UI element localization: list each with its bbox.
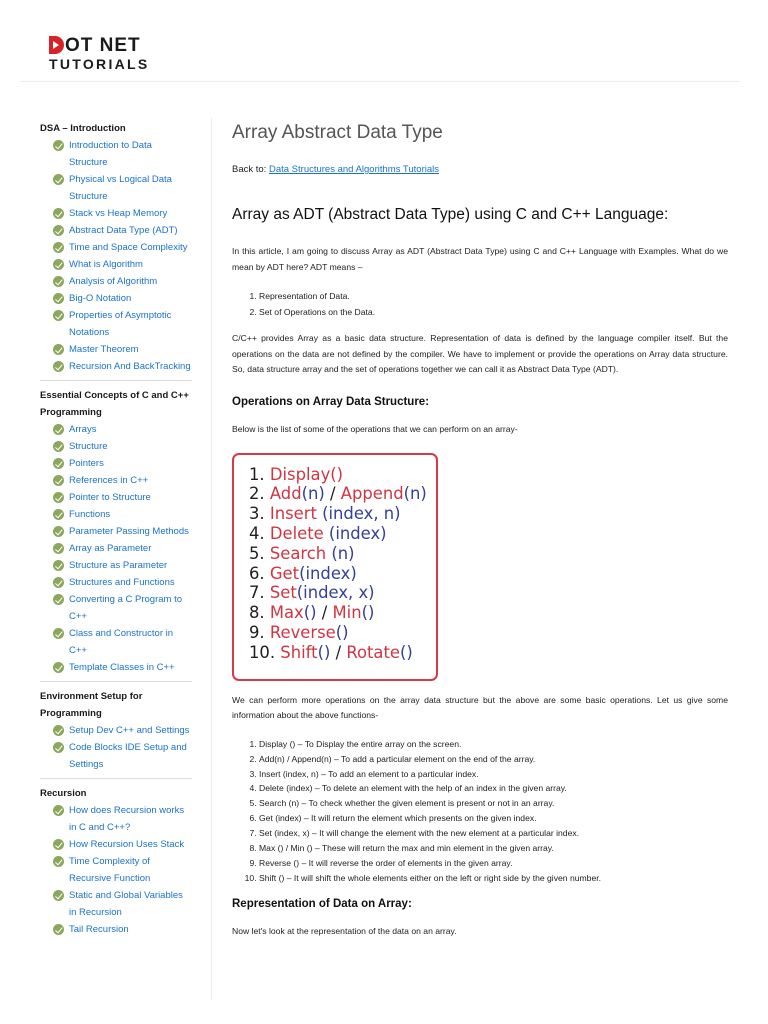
operation-line — [249, 504, 436, 524]
operation-line — [249, 603, 436, 623]
sidebar-item-label: Master Theorem — [69, 344, 139, 355]
sidebar-item[interactable] — [40, 557, 192, 574]
check-circle-icon — [53, 509, 64, 520]
breadcrumb — [232, 163, 728, 177]
check-circle-icon — [53, 924, 64, 935]
check-circle-icon — [53, 140, 64, 151]
sidebar-item[interactable] — [40, 290, 192, 307]
sidebar-item-label: Tail Recursion — [69, 924, 129, 935]
sidebar-item[interactable] — [40, 540, 192, 557]
adt-list-item: 2. Set of Operations on the Data. — [259, 305, 728, 321]
operation-number: 8. — [249, 603, 265, 623]
sidebar-divider — [211, 118, 212, 1000]
function-list-item: 3. Insert (index, n) – To add an element to a particular index. — [259, 767, 728, 782]
operation-text: Insert — [269, 504, 317, 524]
sidebar-item-label: What is Algorithm — [69, 259, 143, 270]
sidebar-item[interactable] — [40, 222, 192, 239]
check-circle-icon — [53, 310, 64, 321]
sidebar-item[interactable] — [40, 137, 192, 171]
operation-text: Display() — [269, 464, 344, 484]
operations-intro: Below is the list of some of the operations that we can perform on an array- — [232, 423, 518, 434]
operations-paragraph: We can perform more operations on the array data structure but the above are some basic operations. Let us give some information about the above functions- — [232, 694, 728, 721]
operation-line — [249, 484, 436, 504]
sidebar-item-label: Time and Space Complexity — [69, 242, 188, 253]
operation-number: 1. — [249, 464, 265, 484]
sidebar-section — [40, 688, 192, 779]
functions-list — [259, 737, 728, 886]
operation-line — [249, 583, 436, 603]
sidebar-item[interactable] — [40, 438, 192, 455]
sidebar-item-label: Setup Dev C++ and Settings — [69, 725, 190, 736]
sidebar-item-label: Analysis of Algorithm — [69, 276, 158, 287]
operation-text: () — [317, 642, 331, 662]
check-circle-icon — [53, 839, 64, 850]
sidebar-section — [40, 785, 192, 943]
function-list-item: 8. Max () / Min () – These will return the max and min element in the given array. — [259, 841, 728, 856]
operation-number: 10. — [249, 642, 276, 662]
sidebar-item-label: How does Recursion works in C and C++? — [69, 805, 185, 833]
operation-line — [249, 623, 436, 643]
sidebar-item[interactable] — [40, 887, 192, 921]
sidebar-item-label: Structure as Parameter — [69, 560, 168, 571]
operation-text: Max — [269, 603, 304, 623]
sidebar-item-label: Time Complexity of Recursive Function — [69, 856, 151, 884]
sidebar-item[interactable] — [40, 802, 192, 836]
operation-text: Delete — [269, 523, 324, 543]
header-divider — [20, 81, 740, 82]
function-list-item: 6. Get (index) – It will return the element which presents on the given index. — [259, 811, 728, 826]
sidebar-item[interactable] — [40, 591, 192, 625]
sidebar-item-label: Physical vs Logical Data Structure — [69, 174, 172, 202]
logo-top-text: OT NET — [49, 36, 141, 55]
operation-text: / — [316, 603, 333, 623]
sidebar-item[interactable] — [40, 489, 192, 506]
sidebar-item[interactable] — [40, 659, 192, 676]
operation-number: 9. — [249, 622, 265, 642]
sidebar-item[interactable] — [40, 739, 192, 773]
operations-image — [232, 453, 438, 681]
operation-line — [249, 544, 436, 564]
operation-text: Rotate — [346, 642, 400, 662]
operation-text: (index, n) — [316, 504, 401, 524]
operation-line — [249, 564, 436, 584]
site-header — [0, 0, 768, 82]
backto-link[interactable]: Data Structures and Algorithms Tutorials — [268, 164, 439, 175]
sidebar-section-title: Recursion — [40, 788, 87, 799]
check-circle-icon — [53, 577, 64, 588]
operation-text: (n) — [301, 484, 325, 504]
check-circle-icon — [53, 594, 64, 605]
operation-text: () — [335, 622, 349, 642]
sidebar-item[interactable] — [40, 358, 192, 375]
sidebar-item[interactable] — [40, 472, 192, 489]
sidebar-item-label: Structures and Functions — [69, 577, 175, 588]
sidebar-item-label: Abstract Data Type (ADT) — [69, 225, 178, 236]
representation-heading: Representation of Data on Array: — [232, 897, 412, 910]
check-circle-icon — [53, 293, 64, 304]
operations-heading: Operations on Array Data Structure: — [232, 395, 430, 408]
function-list-item: 5. Search (n) – To check whether the given element is present or not in an array. — [259, 796, 728, 811]
sidebar-item-label: Code Blocks IDE Setup and Settings — [69, 742, 187, 770]
sidebar-item[interactable] — [40, 273, 192, 290]
sidebar-item-label: Structure — [69, 441, 108, 452]
check-circle-icon — [53, 526, 64, 537]
check-circle-icon — [53, 276, 64, 287]
operation-number: 5. — [249, 543, 265, 563]
sidebar-item[interactable] — [40, 205, 192, 222]
sidebar-item[interactable] — [40, 574, 192, 591]
sidebar-item[interactable] — [40, 921, 192, 938]
operation-text: Set — [269, 583, 297, 603]
check-circle-icon — [53, 560, 64, 571]
sidebar-item-label: Static and Global Variables in Recursion — [69, 890, 183, 918]
check-circle-icon — [53, 242, 64, 253]
sidebar-item-label: Pointers — [69, 458, 104, 469]
backto-label: Back to: — [232, 164, 269, 175]
operation-text: / — [330, 642, 347, 662]
sidebar-item[interactable] — [40, 523, 192, 540]
sidebar-item-label: How Recursion Uses Stack — [69, 839, 185, 850]
check-circle-icon — [53, 742, 64, 753]
operation-text: Shift — [280, 642, 318, 662]
check-circle-icon — [53, 458, 64, 469]
sidebar-item[interactable] — [40, 506, 192, 523]
check-circle-icon — [53, 725, 64, 736]
operation-number: 2. — [249, 484, 265, 504]
sidebar-item[interactable] — [40, 307, 192, 341]
sidebar-item-label: Pointer to Structure — [69, 492, 151, 503]
operation-text: (n) — [403, 484, 427, 504]
main-content — [232, 120, 728, 939]
check-circle-icon — [53, 890, 64, 901]
sidebar-item[interactable] — [40, 239, 192, 256]
check-circle-icon — [53, 441, 64, 452]
site-logo[interactable] — [49, 36, 169, 74]
function-list-item: 4. Delete (index) – To delete an element with the help of an index in the given array. — [259, 781, 728, 796]
operation-number: 6. — [249, 563, 265, 583]
check-circle-icon — [53, 662, 64, 673]
page-title: Array Abstract Data Type — [232, 122, 443, 143]
operation-text: Add — [269, 484, 302, 504]
check-circle-icon — [53, 492, 64, 503]
sidebar-item[interactable] — [40, 341, 192, 358]
operation-text: Reverse — [269, 622, 336, 642]
operation-text: (index) — [299, 563, 357, 583]
sidebar-section-title: DSA – Introduction — [40, 123, 126, 134]
operation-number: 7. — [249, 583, 265, 603]
operation-line — [249, 643, 436, 663]
sidebar-section-title: Environment Setup for Programming — [40, 691, 143, 719]
function-list-item: 1. Display () – To Display the entire array on the screen. — [259, 737, 728, 752]
logo-play-icon — [49, 36, 64, 54]
sidebar-item-label: Recursion And BackTracking — [69, 361, 191, 372]
sidebar-item-label: Array as Parameter — [69, 543, 152, 554]
sidebar-item-label: References in C++ — [69, 475, 149, 486]
sidebar-section — [40, 387, 192, 682]
sidebar-item-label: Arrays — [69, 424, 97, 435]
check-circle-icon — [53, 543, 64, 554]
sidebar-item[interactable] — [40, 625, 192, 659]
operation-text: () — [361, 603, 375, 623]
sidebar-item-label: Introduction to Data Structure — [69, 140, 152, 168]
check-circle-icon — [53, 628, 64, 639]
operation-line — [249, 524, 436, 544]
sidebar-item-label: Converting a C Program to C++ — [69, 594, 182, 622]
check-circle-icon — [53, 805, 64, 816]
function-list-item: 7. Set (index, x) – It will change the element with the new element at a particular index. — [259, 826, 728, 841]
sidebar-item-label: Template Classes in C++ — [69, 662, 175, 673]
function-list-item: 2. Add(n) / Append(n) – To add a particular element on the end of the array. — [259, 752, 728, 767]
operation-line — [249, 465, 436, 485]
logo-bottom-text: TUTORIALS — [49, 56, 150, 72]
operation-text: () — [399, 642, 413, 662]
sidebar-item[interactable] — [40, 171, 192, 205]
operation-text: Min — [332, 603, 362, 623]
sidebar-item[interactable] — [40, 853, 192, 887]
check-circle-icon — [53, 259, 64, 270]
check-circle-icon — [53, 344, 64, 355]
check-circle-icon — [53, 475, 64, 486]
array-paragraph: C/C++ provides Array as a basic data structure. Representation of data is defined by the language compiler itself. But the operations on the data are not defined by the compiler. We have to implement or provide the operations on Array data structure. So, data structure array and the set of operations together we can call it as Abstract Data Type (ADT). — [232, 333, 728, 375]
operation-text: / — [324, 484, 341, 504]
sidebar-nav — [40, 120, 192, 949]
representation-paragraph: Now let's look at the representation of the data on an array. — [232, 925, 457, 936]
check-circle-icon — [53, 856, 64, 867]
operation-number: 4. — [249, 523, 265, 543]
adt-list — [259, 289, 728, 320]
check-circle-icon — [53, 424, 64, 435]
sidebar-item[interactable] — [40, 836, 192, 853]
check-circle-icon — [53, 208, 64, 219]
check-circle-icon — [53, 225, 64, 236]
function-list-item: 9. Reverse () – It will reverse the order of elements in the given array. — [259, 856, 728, 871]
operation-text: (index) — [323, 523, 387, 543]
operation-text: Search — [269, 543, 327, 563]
operation-text: Get — [269, 563, 300, 583]
function-list-item: 10. Shift () – It will shift the whole elements either on the left or right side by the given number. — [259, 871, 728, 886]
adt-list-item: 1. Representation of Data. — [259, 289, 728, 305]
sidebar-item[interactable] — [40, 455, 192, 472]
operation-text: (n) — [326, 543, 355, 563]
sidebar-item[interactable] — [40, 421, 192, 438]
intro-paragraph: In this article, I am going to discuss Array as ADT (Abstract Data Type) using C and C++ Language with Examples. What do we mean by ADT here? ADT means – — [232, 246, 728, 272]
operation-text: (index, x) — [296, 583, 375, 603]
sidebar-section — [40, 120, 192, 381]
sidebar-item[interactable] — [40, 722, 192, 739]
sidebar-item-label: Parameter Passing Methods — [69, 526, 189, 537]
sidebar-item-label: Stack vs Heap Memory — [69, 208, 168, 219]
operation-text: () — [303, 603, 317, 623]
sidebar-item[interactable] — [40, 256, 192, 273]
sidebar-item-label: Functions — [69, 509, 111, 520]
operation-text: Append — [340, 484, 404, 504]
operation-number: 3. — [249, 504, 265, 524]
sidebar-item-label: Properties of Asymptotic Notations — [69, 310, 172, 338]
sidebar-section-title: Essential Concepts of C and C++ Programming — [40, 390, 189, 418]
sidebar-item-label: Class and Constructor in C++ — [69, 628, 174, 656]
check-circle-icon — [53, 361, 64, 372]
check-circle-icon — [53, 174, 64, 185]
sidebar-item-label: Big-O Notation — [69, 293, 132, 304]
article-heading: Array as ADT (Abstract Data Type) using C and C++ Language: — [232, 206, 669, 223]
